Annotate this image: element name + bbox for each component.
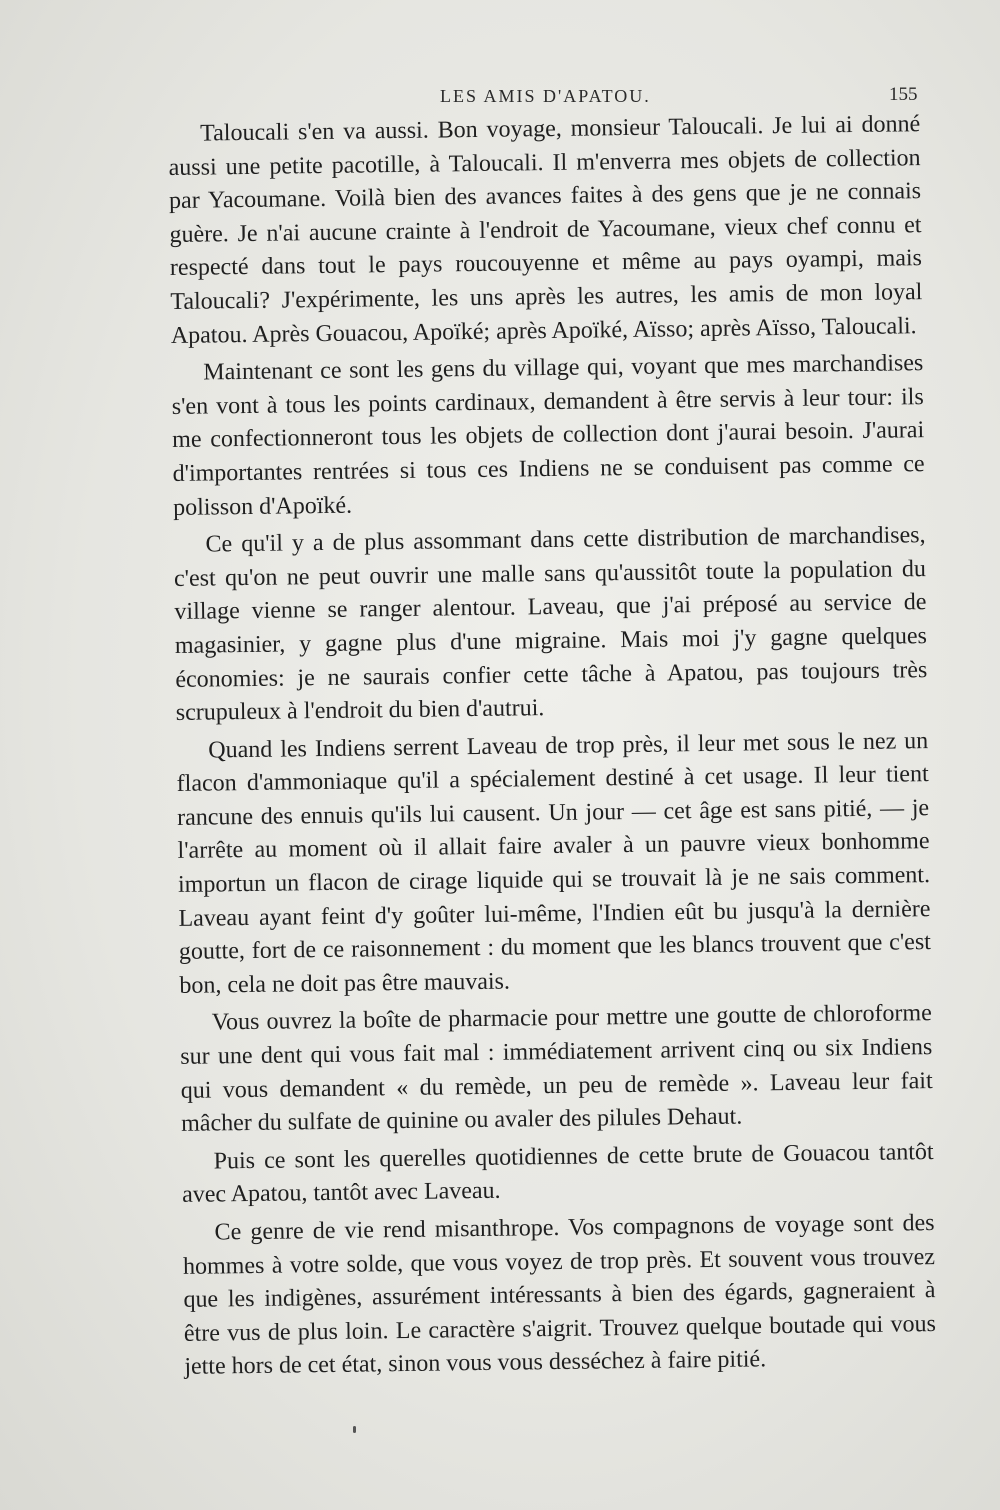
running-head: LES AMIS D'APATOU. bbox=[440, 86, 651, 106]
ink-speck bbox=[353, 1426, 356, 1433]
paragraph-1: Taloucali s'en va aussi. Bon voyage, monsieur Taloucali. Je lui ai donné aussi une petite pacotille, à Taloucali. Il m'enverra mes objets de collection par Yacoumane. Voilà bien des avances faites à des gens que je ne connais guère. Je n'ai aucune crainte à l'endroit de Yacoumane, vieux chef connu et respecté dans tout le pays roucouyenne et même au pays oyampi, mais Taloucali? J'expérimente, les uns après les autres, les amis de mon loyal Apatou. Après Gouacou, Apoïké; après Apoïké, Aïsso; après Aïsso, Taloucali. bbox=[168, 111, 923, 349]
page-number: 155 bbox=[889, 84, 918, 105]
paragraph-3: Ce qu'il y a de plus assommant dans cette distribution de marchandises, c'est qu'on ne peut ouvrir une malle sans qu'aussitôt toute la population du village vienne se ranger alentour. Laveau, que j'ai préposé au service de magasinier, y gagne plus d'une migraine. Mais moi j'y gagne quelques économies: je ne saurais confier cette tâche à Apatou, pas toujours très scrupuleux à l'endroit du bien d'autrui. bbox=[173, 522, 928, 727]
body-text bbox=[168, 108, 937, 1389]
paragraph-4: Quand les Indiens serrent Laveau de trop près, il leur met sous le nez un flacon d'ammoniaque qu'il a spécialement destiné à cet usage. Il leur tient rancune des ennuis qu'ils lui causent. Un jour — cet âge est sans pitié, — je l'arrête au moment où il allait faire avaler à un pauvre vieux bonhomme importun un flacon de cirage liquide qui se trouvait là je ne sais comment. Laveau ayant feint d'y goûter lui-même, l'Indien eût bu jusqu'à la dernière goutte, fort de ce raisonnement : du moment que les blancs trouvent que c'est bon, cela ne doit pas être mauvais. bbox=[176, 727, 932, 999]
paragraph-2: Maintenant ce sont les gens du village qui, voyant que mes marchandises s'en vont à tous les points cardinaux, demandent à être servis à leur tour: ils me confectionneront tous les objets de collection dont j'aurai besoin. J'aurai d'importantes rentrées si tous ces Indiens ne se conduisent pas comme ce polisson d'Apoïké. bbox=[171, 350, 925, 521]
paragraph-7: Ce genre de vie rend misanthrope. Vos compagnons de voyage sont des hommes à votre solde, que vous voyez de trop près. Et souvent vous trouvez que les indigènes, assurément intéressants à bien des égards, gagneraient à être vus de plus loin. Le caractère s'aigrit. Trouvez quelque boutade qui vous jette hors de cet état, sinon vous vous desséchez à faire pitié. bbox=[182, 1210, 937, 1381]
paragraph-6: Puis ce sont les querelles quotidiennes de cette brute de Gouacou tantôt avec Apatou, tantôt avec Laveau. bbox=[181, 1138, 934, 1209]
paragraph-5: Vous ouvrez la boîte de pharmacie pour mettre une goutte de chloroforme sur une dent qui vous fait mal : immédiatement arrivent cinq ou six Indiens qui vous demandent « du remède, un peu de remède ». Laveau leur fait mâcher du sulfate de quinine ou avaler des pilules Dehaut. bbox=[180, 1000, 933, 1138]
